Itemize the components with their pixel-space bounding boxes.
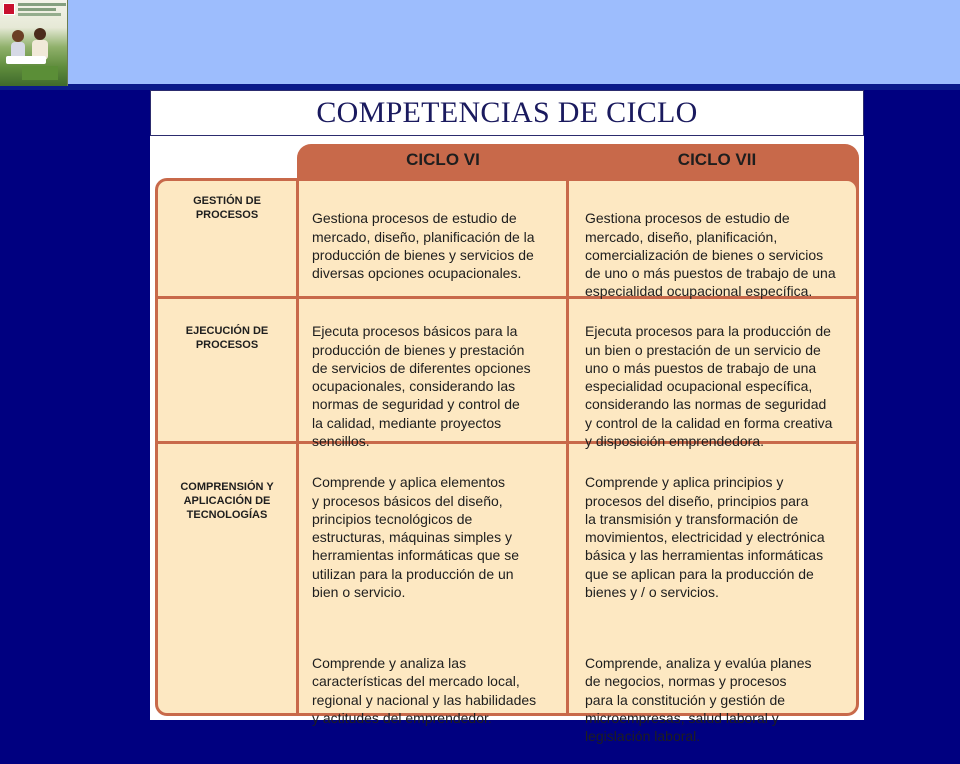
- column-divider: [566, 180, 569, 714]
- competencies-panel: [150, 136, 864, 745]
- cell-text: Gestiona procesos de estudio de mercado, diseño, planificación, comercialización de bienes o servicios de uno o más puestos de trabajo de una especialidad ocupacional específica.: [585, 210, 836, 300]
- header-band: [0, 0, 960, 84]
- cell-text: Comprende y aplica principios y procesos del diseño, principios para la transmisión y transformación de movimientos, electricidad y electrónica básica y las herramientas informáticas que se aplican para la producción de bienes y / o servicios.: [585, 474, 825, 601]
- slide-title: COMPETENCIAS DE CICLO: [150, 90, 864, 136]
- cell-text: Comprende y aplica elementos y procesos básicos del diseño, principios tecnológicos de estructuras, máquinas simples y herramientas informáticas que se utilizan para la producción de un bien o servicio.: [312, 474, 519, 601]
- cell-comprension-ciclo-vii: [585, 455, 857, 764]
- column-divider: [296, 180, 299, 714]
- cell-ejecucion-ciclo-vi: [312, 304, 562, 469]
- column-header-ciclo-vii: CICLO VII: [677, 150, 757, 169]
- cell-text: Gestiona procesos de estudio de mercado, diseño, planificación de la producción de bienes y servicios de diversas opciones ocupacionales.: [312, 210, 535, 282]
- row-label-comprension: COMPRENSIÓN Y APLICACIÓN DE TECNOLOGÍAS: [180, 481, 274, 521]
- row-label-ejecucion: EJECUCIÓN DE PROCESOS: [185, 325, 269, 351]
- cell-text: Comprende y analiza las características del mercado local, regional y nacional y las habilidades y actitudes del emprendedor.: [312, 654, 537, 726]
- column-header-ciclo-vi: CICLO VI: [406, 150, 480, 169]
- row-label-gestion: GESTIÓN DE PROCESOS: [193, 195, 261, 221]
- cell-comprension-ciclo-vi: [312, 455, 562, 745]
- cell-text: Ejecuta procesos para la producción de un bien o prestación de un servicio de uno o más puestos de trabajo de una especialidad ocupacional específica, considerando las normas de seguridad y control de la calidad en forma creativa y disposición emprendedora.: [585, 323, 833, 450]
- peru-emblem-icon: [3, 3, 15, 15]
- cell-text: Comprende, analiza y evalúa planes de negocios, normas y procesos para la constitución y gestión de microempresas, salud laboral y legislación laboral.: [585, 654, 812, 745]
- cell-gestion-ciclo-vi: [312, 191, 562, 301]
- cell-text: Ejecuta procesos básicos para la producción de bienes y prestación de servicios de diferentes opciones ocupacionales, considerando las normas de seguridad y control de la calidad, mediante proyectos sencillos.: [312, 323, 531, 450]
- cell-gestion-ciclo-vii: [585, 191, 857, 319]
- paragraph-gap: [585, 620, 857, 636]
- logo-text: [18, 3, 66, 16]
- school-children-logo-icon: [2, 26, 66, 84]
- logo: [0, 0, 68, 86]
- cell-ejecucion-ciclo-vii: [585, 304, 857, 469]
- paragraph-gap: [312, 620, 562, 636]
